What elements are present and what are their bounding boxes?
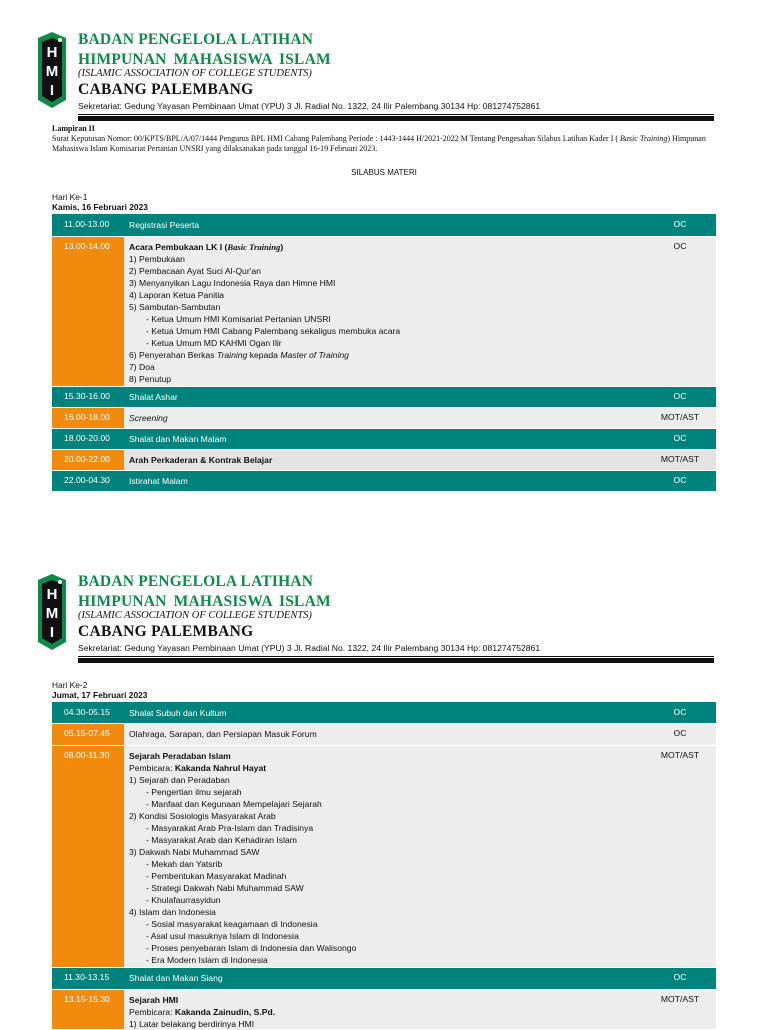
table-row: [52, 702, 716, 723]
table-row: [52, 214, 716, 236]
time-cell: 08.00-11.30: [52, 745, 124, 967]
list-subitem: - Strategi Dakwah Nabi Muhammad SAW: [146, 883, 304, 893]
list-subitem: - Proses penyebaran Islam di Indonesia dan Walisongo: [146, 943, 357, 953]
list-item: 8) Penutup: [129, 374, 172, 384]
day1-header: [52, 192, 148, 212]
responsible-cell: OC: [644, 214, 716, 236]
time-cell: 11.30-13.15: [52, 967, 124, 989]
responsible-cell: MOT/AST: [644, 989, 716, 1029]
list-item: 4) Islam dan Indonesia: [129, 907, 216, 917]
speaker-line: Pembicara: Kakanda Zainudin, S.Pd.: [129, 1007, 276, 1017]
address-line: Sekretariat: Gedung Yayasan Pembinaan Umat (YPU) 3 Jl. Radial No. 1322, 24 Ilir Palembang 30134 Hp: 081274752861: [78, 101, 541, 111]
responsible-cell: OC: [644, 428, 716, 449]
table-row: [52, 449, 716, 470]
list-subitem: - Manfaat dan Kegunaan Mempelajari Sejarah: [146, 799, 322, 809]
list-subitem: - Khulafaurrasyidun: [146, 895, 221, 905]
list-subitem: - Ketua Umum HMI Cabang Palembang sekaligus membuka acara: [146, 326, 401, 336]
list-subitem: - Masyarakat Arab dan Kehadiran Islam: [146, 835, 297, 845]
letterhead-2: [34, 572, 720, 662]
responsible-cell: MOT/AST: [644, 407, 716, 428]
activity-title: Acara Pembukaan LK I (Basic Training): [129, 242, 284, 252]
hmi-logo: [34, 30, 70, 110]
activity-cell: Olahraga, Sarapan, dan Persiapan Masuk Forum: [124, 723, 644, 745]
responsible-cell: MOT/AST: [644, 449, 716, 470]
org-name-english: (ISLAMIC ASSOCIATION OF COLLEGE STUDENTS): [78, 68, 312, 79]
time-cell: 13.00-14.00: [52, 236, 124, 386]
activity-cell: [124, 989, 644, 1029]
responsible-cell: OC: [644, 236, 716, 386]
list-item: 1) Latar belakang berdirinya HMI: [129, 1019, 255, 1029]
svg-text:H: H: [46, 44, 58, 61]
responsible-cell: OC: [644, 470, 716, 491]
time-cell: 05.15-07.45: [52, 723, 124, 745]
lampiran-text: Surat Keputusan Nomor: 00/KPTS/BPL/A/07/1444 Pengurus BPL HMI Cabang Palembang Periode : 1443-1444 H/2021-2022 M Tentang Pengesahan Silabus Latihan Kader I ( Basic Training) Himpunan Mahasiswa Islam Komisariat Pertanian UNSRI yang dilaksanakan pada tanggal 16-19 Februari 2023.: [52, 134, 706, 153]
responsible-cell: MOT/AST: [644, 745, 716, 967]
time-cell: 16.00-18.00: [52, 407, 124, 428]
list-subitem: - Masyarakat Arab Pra-Islam dan Tradisinya: [146, 823, 314, 833]
org-name-line1: BADAN PENGELOLA LATIHAN: [78, 31, 314, 48]
letterhead-1: [34, 30, 720, 120]
time-cell: 13.15-15.30: [52, 989, 124, 1029]
org-name-english: (ISLAMIC ASSOCIATION OF COLLEGE STUDENTS): [78, 610, 312, 621]
day2-date: Jumat, 17 Februari 2023: [52, 690, 148, 700]
table-row: [52, 236, 716, 386]
activity-cell: Shalat dan Makan Malam: [124, 428, 644, 449]
day1-label: Hari Ke-1: [52, 192, 88, 202]
list-subitem: - Mekah dan Yatsrib: [146, 859, 223, 869]
svg-text:I: I: [49, 82, 55, 99]
hmi-logo: [34, 572, 70, 652]
time-cell: 20.00-22.00: [52, 449, 124, 470]
table-row: [52, 723, 716, 745]
day1-date: Kamis, 16 Februari 2023: [52, 202, 148, 212]
header-rule-thin: [78, 114, 714, 115]
lampiran-block: [52, 124, 722, 154]
activity-cell: Istirahat Malam: [124, 470, 644, 491]
list-subitem: - Ketua Umum MD KAHMI Ogan Ilir: [146, 338, 282, 348]
activity-cell: Registrasi Peserta: [124, 214, 644, 236]
silabus-title: SILABUS MATERI: [351, 168, 417, 177]
table-row: [52, 428, 716, 449]
header-rule-thick: [78, 658, 714, 663]
list-subitem: - Pengertian ilmu sejarah: [146, 787, 242, 797]
list-item: 5) Sambutan-Sambutan: [129, 302, 221, 312]
svg-text:M: M: [45, 605, 59, 622]
activity-cell: [124, 745, 644, 967]
header-rule-thin: [78, 656, 714, 657]
table-row: [52, 989, 716, 1029]
table-row: [52, 386, 716, 407]
list-item: 3) Dakwah Nabi Muhammad SAW: [129, 847, 260, 857]
responsible-cell: OC: [644, 386, 716, 407]
activity-cell: Arah Perkaderan & Kontrak Belajar: [124, 449, 644, 470]
day2-label: Hari Ke-2: [52, 680, 88, 690]
time-cell: 18.00-20.00: [52, 428, 124, 449]
time-cell: 04.30-05.15: [52, 702, 124, 723]
activity-cell: Shalat Subuh dan Kultum: [124, 702, 644, 723]
branch-name: CABANG PALEMBANG: [78, 81, 254, 98]
svg-text:H: H: [46, 586, 58, 603]
lampiran-title: Lampiran II: [52, 124, 95, 133]
activity-title: Sejarah Peradaban Islam: [129, 751, 231, 761]
time-cell: 11.00-13.00: [52, 214, 124, 236]
address-line: Sekretariat: Gedung Yayasan Pembinaan Umat (YPU) 3 Jl. Radial No. 1322, 24 Ilir Palembang 30134 Hp: 081274752861: [78, 643, 541, 653]
activity-cell: [124, 236, 644, 386]
responsible-cell: OC: [644, 723, 716, 745]
speaker-line: Pembicara: Kakanda Nahrul Hayat: [129, 763, 267, 773]
list-item: 2) Kondisi Sosiologis Masyarakat Arab: [129, 811, 276, 821]
table-row: [52, 745, 716, 967]
activity-title: Sejarah HMI: [129, 995, 179, 1005]
org-name-line1: BADAN PENGELOLA LATIHAN: [78, 573, 314, 590]
list-item: 6) Penyerahan Berkas Training kepada Master of Training: [129, 350, 349, 360]
org-name-line2: HIMPUNAN MAHASISWA ISLAM: [78, 51, 331, 68]
table-row: [52, 470, 716, 491]
svg-text:M: M: [45, 63, 59, 80]
list-item: 7) Doa: [129, 362, 155, 372]
list-subitem: - Asal usul masuknya Islam di Indonesia: [146, 931, 299, 941]
activity-cell: Shalat Ashar: [124, 386, 644, 407]
table-row: [52, 967, 716, 989]
activity-cell: Shalat dan Makan Siang: [124, 967, 644, 989]
branch-name: CABANG PALEMBANG: [78, 623, 254, 640]
time-cell: 15.30-16.00: [52, 386, 124, 407]
table-row: [52, 407, 716, 428]
list-subitem: - Era Modern Islam di Indonesia: [146, 955, 268, 965]
list-item: 1) Pembukaan: [129, 254, 185, 264]
list-item: 4) Laporan Ketua Panitia: [129, 290, 225, 300]
day2-header: [52, 680, 147, 700]
list-subitem: - Sosial masyarakat keagamaan di Indonesia: [146, 919, 318, 929]
list-item: 1) Sejarah dan Peradaban: [129, 775, 230, 785]
org-name-line2: HIMPUNAN MAHASISWA ISLAM: [78, 593, 331, 610]
responsible-cell: OC: [644, 702, 716, 723]
list-subitem: - Pembentukan Masyarakat Madinah: [146, 871, 287, 881]
list-subitem: - Ketua Umum HMI Komisariat Pertanian UNSRI: [146, 314, 331, 324]
list-item: 2) Pembacaan Ayat Suci Al-Qur'an: [129, 266, 261, 276]
list-item: 3) Menyanyikan Lagu Indonesia Raya dan Himne HMI: [129, 278, 336, 288]
svg-text:I: I: [49, 624, 55, 641]
time-cell: 22.00-04.30: [52, 470, 124, 491]
activity-cell: Screening: [124, 407, 644, 428]
responsible-cell: OC: [644, 967, 716, 989]
header-rule-thick: [78, 116, 714, 121]
